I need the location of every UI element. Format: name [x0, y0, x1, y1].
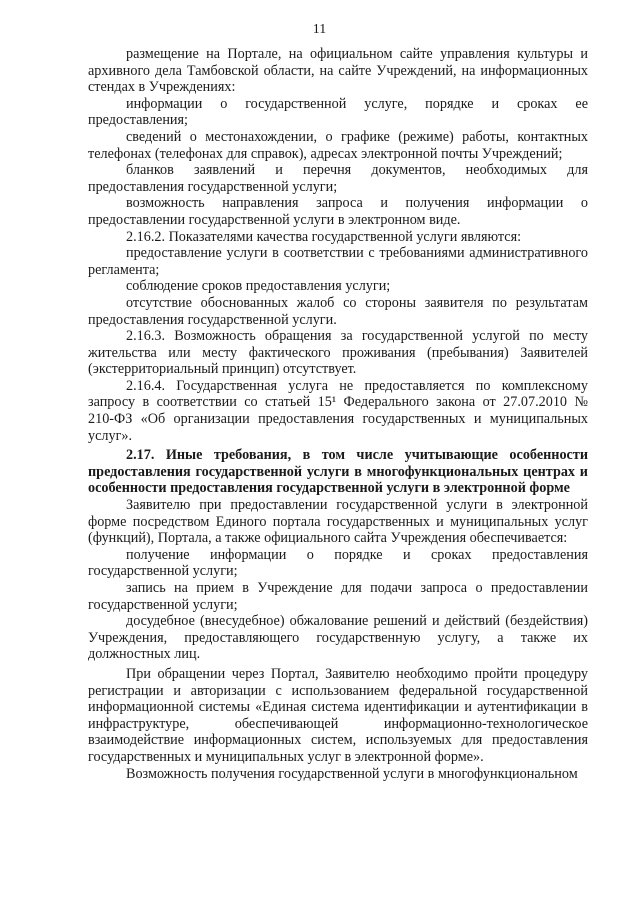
- text-line: регламента;: [88, 261, 160, 278]
- text-line: предоставлении государственной услуги в электронном виде.: [88, 211, 461, 228]
- text-line: 2.16.4. Государственная услуга не предоставляется по комплексному: [126, 377, 588, 394]
- text-line: предоставление услуги в соответствии с требованиями административного: [126, 245, 588, 262]
- text-line: регистрации и авторизации с использованием федеральной государственной: [88, 682, 588, 699]
- text-line: информации о государственной услуге, порядке и сроках ее: [126, 95, 588, 112]
- text-line: стендах в Учреждениях:: [88, 79, 236, 96]
- text-line: запросу в соответствии со статьей 15¹ Федерального закона от 27.07.2010 №: [88, 394, 588, 411]
- text-line: размещение на Портале, на официальном сайте управления культуры и: [126, 46, 588, 62]
- text-line: государственных и муниципальных услуг в электронной форме».: [88, 748, 484, 765]
- text-line: предоставления государственной услуги в многофункциональных центрах и: [88, 463, 588, 480]
- text-line: предоставления;: [88, 112, 188, 129]
- text-line: (экстерриториальный принцип) отсутствует.: [88, 361, 357, 378]
- text-line: инфраструктуре, обеспечивающей информационно-технологическое: [88, 715, 588, 732]
- text-line: информационной системы «Единая система идентификации и аутентификации в: [88, 699, 588, 716]
- text-line: должностных лиц.: [88, 646, 201, 663]
- text-line: 210-ФЗ «Об организации предоставления государственных и муниципальных: [88, 411, 588, 428]
- text-line: При обращении через Портал, Заявителю необходимо пройти процедуру: [126, 665, 588, 682]
- text-line: взаимодействие информационных систем, используемых для предоставления: [88, 732, 588, 749]
- text-line: телефонах (телефонах для справок), адресах электронной почты Учреждений;: [88, 145, 563, 162]
- text-line: запись на прием в Учреждение для подачи запроса о предоставлении: [126, 580, 588, 596]
- text-line: соблюдение сроков предоставления услуги;: [126, 278, 391, 295]
- text-line: архивного дела Тамбовской области, на сайте Учреждений, на информационных: [88, 62, 588, 79]
- text-line: Заявителю при предоставлении государственной услуги в электронной: [126, 497, 588, 514]
- text-line: предоставления государственной услуги.: [88, 311, 337, 328]
- text-line: бланков заявлений и перечня документов, необходимых для: [126, 162, 588, 179]
- text-line: досудебное (внесудебное) обжалование решений и действий (бездействия): [126, 613, 588, 630]
- text-line: государственной услуги;: [88, 563, 238, 580]
- text-line: отсутствие обоснованных жалоб со стороны заявителя по результатам: [126, 294, 588, 311]
- text-line: услуг».: [88, 427, 133, 444]
- text-line: Учреждения, предоставляющего государственную услугу, а также их: [88, 629, 588, 646]
- text-line: 2.16.2. Показателями качества государственной услуги являются:: [126, 228, 522, 245]
- text-line: сведений о местонахождении, о графике (режиме) работы, контактных: [126, 128, 588, 145]
- text-line: 2.16.3. Возможность обращения за государственной услугой по месту: [126, 328, 588, 345]
- page-number: 11: [312, 22, 327, 37]
- text-line: жительства или месту фактического проживания (пребывания) Заявителей: [88, 344, 588, 361]
- text-line: получение информации о порядке и сроках предоставления: [126, 546, 588, 563]
- text-line: Возможность получения государственной услуги в многофункциональном: [126, 765, 578, 782]
- document-body: [88, 46, 588, 782]
- text-line: особенности предоставления государственной услуги в электронной форме: [88, 480, 570, 497]
- text-line: форме посредством Единого портала государственных и муниципальных услуг: [88, 513, 588, 530]
- text-line: предоставления государственной услуги;: [88, 178, 338, 195]
- text-line: государственной услуги;: [88, 596, 238, 613]
- text-line: 2.17. Иные требования, в том числе учитывающие особенности: [126, 447, 588, 464]
- text-line: (функций), Портала, а также официального сайта Учреждения обеспечивается:: [88, 530, 568, 547]
- text-line: возможность направления запроса и получения информации о: [126, 195, 588, 212]
